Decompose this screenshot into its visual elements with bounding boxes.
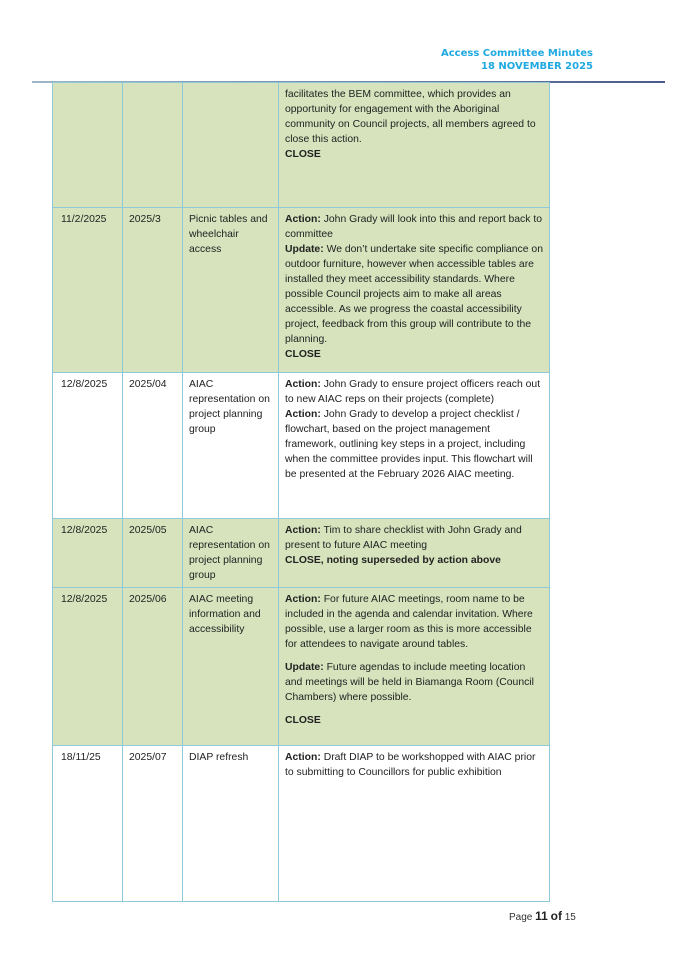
ref-cell: 2025/05 xyxy=(123,519,183,588)
ref-cell xyxy=(123,83,183,208)
topic-cell: AIAC representation on project planning group xyxy=(183,373,279,519)
date-cell: 18/11/25 xyxy=(53,746,123,902)
update-text: We don’t undertake site specific compliance on outdoor furniture, however when accessible tables are installed they meet accessibility standards. Where possible Council projects aim to make all areas accessible. As we progress the coastal accessibility project, feedback from this group will contribute to the planning. xyxy=(285,244,543,345)
ref-cell: 2025/06 xyxy=(123,588,183,746)
page-number: 11 xyxy=(535,909,548,923)
update-label: Update: xyxy=(285,244,324,255)
header-title: Access Committee Minutes xyxy=(441,48,593,59)
close-label: CLOSE xyxy=(285,715,321,726)
page-total: 15 xyxy=(564,912,576,923)
topic-cell: Picnic tables and wheelchair access xyxy=(183,208,279,373)
notes-cell xyxy=(279,208,550,373)
page-footer xyxy=(509,909,576,923)
update-label: Update: xyxy=(285,662,324,673)
ref-cell: 2025/3 xyxy=(123,208,183,373)
update-text: Future agendas to include meeting location and meetings will be held in Biamanga Room (Council Chambers) where possible. xyxy=(285,662,534,703)
note-text: facilitates the BEM committee, which provides an opportunity for engagement with the Aboriginal community on Council projects, all members agreed to close this action. xyxy=(285,89,536,145)
close-label: CLOSE xyxy=(285,149,321,160)
notes-cell xyxy=(279,588,550,746)
topic-cell xyxy=(183,83,279,208)
topic-cell: AIAC representation on project planning group xyxy=(183,519,279,588)
action-label: Action: xyxy=(285,409,321,420)
date-cell: 12/8/2025 xyxy=(53,519,123,588)
action-text: Tim to share checklist with John Grady and present to future AIAC meeting xyxy=(285,525,522,551)
action-label: Action: xyxy=(285,379,321,390)
notes-cell xyxy=(279,83,550,208)
table-row xyxy=(53,588,550,746)
ref-cell: 2025/07 xyxy=(123,746,183,902)
page-prefix: Page xyxy=(509,912,533,923)
date-cell xyxy=(53,83,123,208)
action-text: For future AIAC meetings, room name to be included in the agenda and calendar invitation. Where possible, use a larger room as this is more accessible for attendees to navigate around tables. xyxy=(285,594,533,650)
page-of: of xyxy=(550,909,562,923)
table-row xyxy=(53,746,550,902)
ref-cell: 2025/04 xyxy=(123,373,183,519)
close-label: CLOSE, noting superseded by action above xyxy=(285,555,501,566)
action-label: Action: xyxy=(285,214,321,225)
notes-cell xyxy=(279,519,550,588)
action-label: Action: xyxy=(285,594,321,605)
header-date: 18 NOVEMBER 2025 xyxy=(481,61,593,72)
table-row xyxy=(53,208,550,373)
action-text: John Grady to develop a project checklist / flowchart, based on the project management framework, outlining key steps in a project, including when the committee provides input. This flowchart will be presented at the February 2026 AIAC meeting. xyxy=(285,409,533,480)
table-row xyxy=(53,519,550,588)
table-row xyxy=(53,373,550,519)
close-label: CLOSE xyxy=(285,349,321,360)
action-items-table xyxy=(52,82,550,902)
date-cell: 12/8/2025 xyxy=(53,588,123,746)
notes-cell xyxy=(279,373,550,519)
notes-cell xyxy=(279,746,550,902)
action-text: John Grady will look into this and report back to committee xyxy=(285,214,543,240)
action-label: Action: xyxy=(285,525,321,536)
topic-cell: AIAC meeting information and accessibility xyxy=(183,588,279,746)
topic-cell: DIAP refresh xyxy=(183,746,279,902)
table-row xyxy=(53,83,550,208)
action-text: Draft DIAP to be workshopped with AIAC prior to submitting to Councillors for public exhibition xyxy=(285,752,536,778)
date-cell: 11/2/2025 xyxy=(53,208,123,373)
action-label: Action: xyxy=(285,752,321,763)
document-header xyxy=(441,47,593,73)
date-cell: 12/8/2025 xyxy=(53,373,123,519)
action-text: John Grady to ensure project officers reach out to new AIAC reps on their projects (complete) xyxy=(285,379,541,405)
